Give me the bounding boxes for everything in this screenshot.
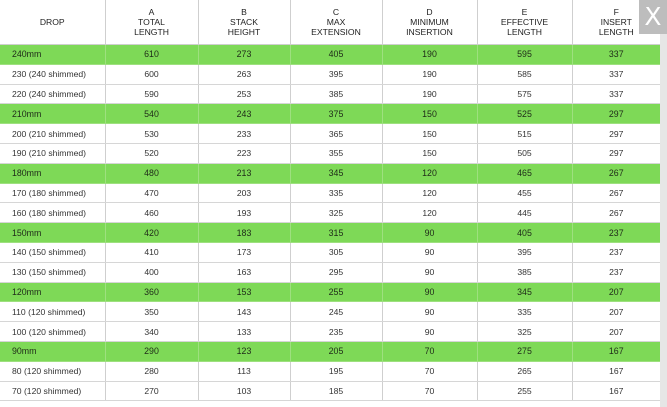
column-label-line: EXTENSION	[311, 27, 361, 37]
value-cell: 167	[572, 341, 660, 361]
drop-cell: 180mm	[0, 163, 105, 183]
value-cell: 267	[572, 183, 660, 203]
value-cell: 123	[198, 341, 290, 361]
drop-cell: 130 (150 shimmed)	[0, 262, 105, 282]
drop-cell: 150mm	[0, 223, 105, 243]
drop-cell: 70 (120 shimmed)	[0, 381, 105, 401]
column-label-line: STACK	[229, 17, 258, 27]
column-header-5	[477, 0, 572, 45]
value-cell: 90	[382, 262, 477, 282]
value-cell: 470	[105, 183, 198, 203]
value-cell: 610	[105, 45, 198, 65]
value-cell: 233	[198, 124, 290, 144]
value-cell: 90	[382, 223, 477, 243]
value-cell: 243	[198, 104, 290, 124]
value-cell: 223	[198, 143, 290, 163]
drop-cell: 210mm	[0, 104, 105, 124]
close-button[interactable]	[639, 0, 667, 34]
value-cell: 133	[198, 322, 290, 342]
table-row-travel-group	[0, 341, 660, 361]
drop-cell: 90mm	[0, 341, 105, 361]
value-cell: 143	[198, 302, 290, 322]
value-cell: 395	[290, 64, 382, 84]
value-cell: 207	[572, 322, 660, 342]
column-letter: F	[613, 7, 619, 17]
value-cell: 335	[290, 183, 382, 203]
table-row	[0, 64, 660, 84]
value-cell: 420	[105, 223, 198, 243]
drop-cell: 100 (120 shimmed)	[0, 322, 105, 342]
value-cell: 120	[382, 203, 477, 223]
table-row	[0, 124, 660, 144]
value-cell: 515	[477, 124, 572, 144]
column-header-1	[105, 0, 198, 45]
table-row	[0, 262, 660, 282]
value-cell: 190	[382, 45, 477, 65]
value-cell: 540	[105, 104, 198, 124]
table-row-travel-group	[0, 223, 660, 243]
value-cell: 190	[382, 84, 477, 104]
table-row-travel-group	[0, 163, 660, 183]
value-cell: 150	[382, 143, 477, 163]
value-cell: 375	[290, 104, 382, 124]
drop-cell: 120mm	[0, 282, 105, 302]
table-row	[0, 361, 660, 381]
value-cell: 90	[382, 302, 477, 322]
table-row	[0, 183, 660, 203]
value-cell: 193	[198, 203, 290, 223]
value-cell: 263	[198, 64, 290, 84]
value-cell: 255	[477, 381, 572, 401]
close-icon[interactable]: X	[644, 2, 662, 31]
value-cell: 90	[382, 282, 477, 302]
value-cell: 520	[105, 143, 198, 163]
value-cell: 267	[572, 203, 660, 223]
value-cell: 113	[198, 361, 290, 381]
table-row	[0, 381, 660, 401]
value-cell: 480	[105, 163, 198, 183]
value-cell: 185	[290, 381, 382, 401]
value-cell: 280	[105, 361, 198, 381]
value-cell: 163	[198, 262, 290, 282]
value-cell: 103	[198, 381, 290, 401]
value-cell: 575	[477, 84, 572, 104]
table-row	[0, 242, 660, 262]
value-cell: 530	[105, 124, 198, 144]
value-cell: 445	[477, 203, 572, 223]
value-cell: 325	[477, 322, 572, 342]
value-cell: 120	[382, 163, 477, 183]
value-cell: 207	[572, 302, 660, 322]
column-letter: D	[426, 7, 433, 17]
value-cell: 525	[477, 104, 572, 124]
value-cell: 585	[477, 64, 572, 84]
column-label-line: MINIMUM	[410, 17, 449, 27]
value-cell: 237	[572, 223, 660, 243]
column-letter: A	[148, 7, 155, 17]
value-cell: 167	[572, 361, 660, 381]
column-letter: C	[332, 7, 340, 17]
column-label-line: LENGTH	[507, 27, 542, 37]
value-cell: 590	[105, 84, 198, 104]
table-row	[0, 84, 660, 104]
value-cell: 325	[290, 203, 382, 223]
table-row	[0, 322, 660, 342]
value-cell: 297	[572, 124, 660, 144]
column-header-0	[0, 0, 105, 45]
value-cell: 150	[382, 124, 477, 144]
table-row-travel-group	[0, 282, 660, 302]
drop-cell: 240mm	[0, 45, 105, 65]
value-cell: 365	[290, 124, 382, 144]
value-cell: 337	[572, 64, 660, 84]
value-cell: 297	[572, 104, 660, 124]
value-cell: 405	[477, 223, 572, 243]
value-cell: 355	[290, 143, 382, 163]
value-cell: 315	[290, 223, 382, 243]
drop-cell: 220 (240 shimmed)	[0, 84, 105, 104]
value-cell: 265	[477, 361, 572, 381]
column-label-line: INSERT	[600, 17, 632, 27]
table-row	[0, 203, 660, 223]
value-cell: 270	[105, 381, 198, 401]
value-cell: 245	[290, 302, 382, 322]
value-cell: 505	[477, 143, 572, 163]
table-row	[0, 143, 660, 163]
value-cell: 297	[572, 143, 660, 163]
table-row-travel-group	[0, 45, 660, 65]
column-header-3	[290, 0, 382, 45]
value-cell: 273	[198, 45, 290, 65]
value-cell: 385	[477, 262, 572, 282]
value-cell: 205	[290, 341, 382, 361]
column-header-4	[382, 0, 477, 45]
table-row-travel-group	[0, 104, 660, 124]
value-cell: 213	[198, 163, 290, 183]
drop-cell: 190 (210 shimmed)	[0, 143, 105, 163]
table-row	[0, 302, 660, 322]
value-cell: 350	[105, 302, 198, 322]
column-label-line: INSERTION	[406, 27, 453, 37]
drop-cell: 230 (240 shimmed)	[0, 64, 105, 84]
value-cell: 595	[477, 45, 572, 65]
table-body	[0, 45, 660, 401]
value-cell: 385	[290, 84, 382, 104]
value-cell: 335	[477, 302, 572, 322]
column-header-2	[198, 0, 290, 45]
value-cell: 235	[290, 322, 382, 342]
value-cell: 267	[572, 163, 660, 183]
value-cell: 410	[105, 242, 198, 262]
drop-cell: 170 (180 shimmed)	[0, 183, 105, 203]
value-cell: 340	[105, 322, 198, 342]
value-cell: 600	[105, 64, 198, 84]
value-cell: 405	[290, 45, 382, 65]
value-cell: 337	[572, 45, 660, 65]
drop-cell: 200 (210 shimmed)	[0, 124, 105, 144]
value-cell: 237	[572, 262, 660, 282]
value-cell: 203	[198, 183, 290, 203]
value-cell: 190	[382, 64, 477, 84]
value-cell: 275	[477, 341, 572, 361]
value-cell: 207	[572, 282, 660, 302]
value-cell: 150	[382, 104, 477, 124]
column-letter: B	[241, 7, 247, 17]
drop-cell: 140 (150 shimmed)	[0, 242, 105, 262]
value-cell: 173	[198, 242, 290, 262]
value-cell: 345	[290, 163, 382, 183]
value-cell: 395	[477, 242, 572, 262]
value-cell: 90	[382, 322, 477, 342]
value-cell: 253	[198, 84, 290, 104]
drop-cell: 80 (120 shimmed)	[0, 361, 105, 381]
value-cell: 295	[290, 262, 382, 282]
scroll-edge	[660, 34, 667, 407]
value-cell: 167	[572, 381, 660, 401]
value-cell: 455	[477, 183, 572, 203]
column-letter: E	[521, 7, 528, 17]
drop-cell: 110 (120 shimmed)	[0, 302, 105, 322]
value-cell: 90	[382, 242, 477, 262]
value-cell: 183	[198, 223, 290, 243]
column-label-line: LENGTH	[598, 27, 634, 37]
column-label-line: HEIGHT	[227, 27, 261, 37]
value-cell: 120	[382, 183, 477, 203]
value-cell: 290	[105, 341, 198, 361]
value-cell: 70	[382, 381, 477, 401]
value-cell: 70	[382, 341, 477, 361]
value-cell: 360	[105, 282, 198, 302]
value-cell: 337	[572, 84, 660, 104]
column-label-line: MAX	[326, 17, 346, 27]
value-cell: 70	[382, 361, 477, 381]
table-header	[0, 0, 660, 45]
value-cell: 345	[477, 282, 572, 302]
drop-cell: 160 (180 shimmed)	[0, 203, 105, 223]
header-row	[0, 0, 660, 45]
value-cell: 460	[105, 203, 198, 223]
column-label-line: TOTAL	[138, 17, 165, 27]
value-cell: 255	[290, 282, 382, 302]
value-cell: 305	[290, 242, 382, 262]
value-cell: 237	[572, 242, 660, 262]
column-label-line: LENGTH	[134, 27, 169, 37]
value-cell: 153	[198, 282, 290, 302]
value-cell: 400	[105, 262, 198, 282]
value-cell: 465	[477, 163, 572, 183]
value-cell: 195	[290, 361, 382, 381]
column-label-line: EFFECTIVE	[500, 17, 549, 27]
column-label-line: DROP	[39, 17, 65, 27]
